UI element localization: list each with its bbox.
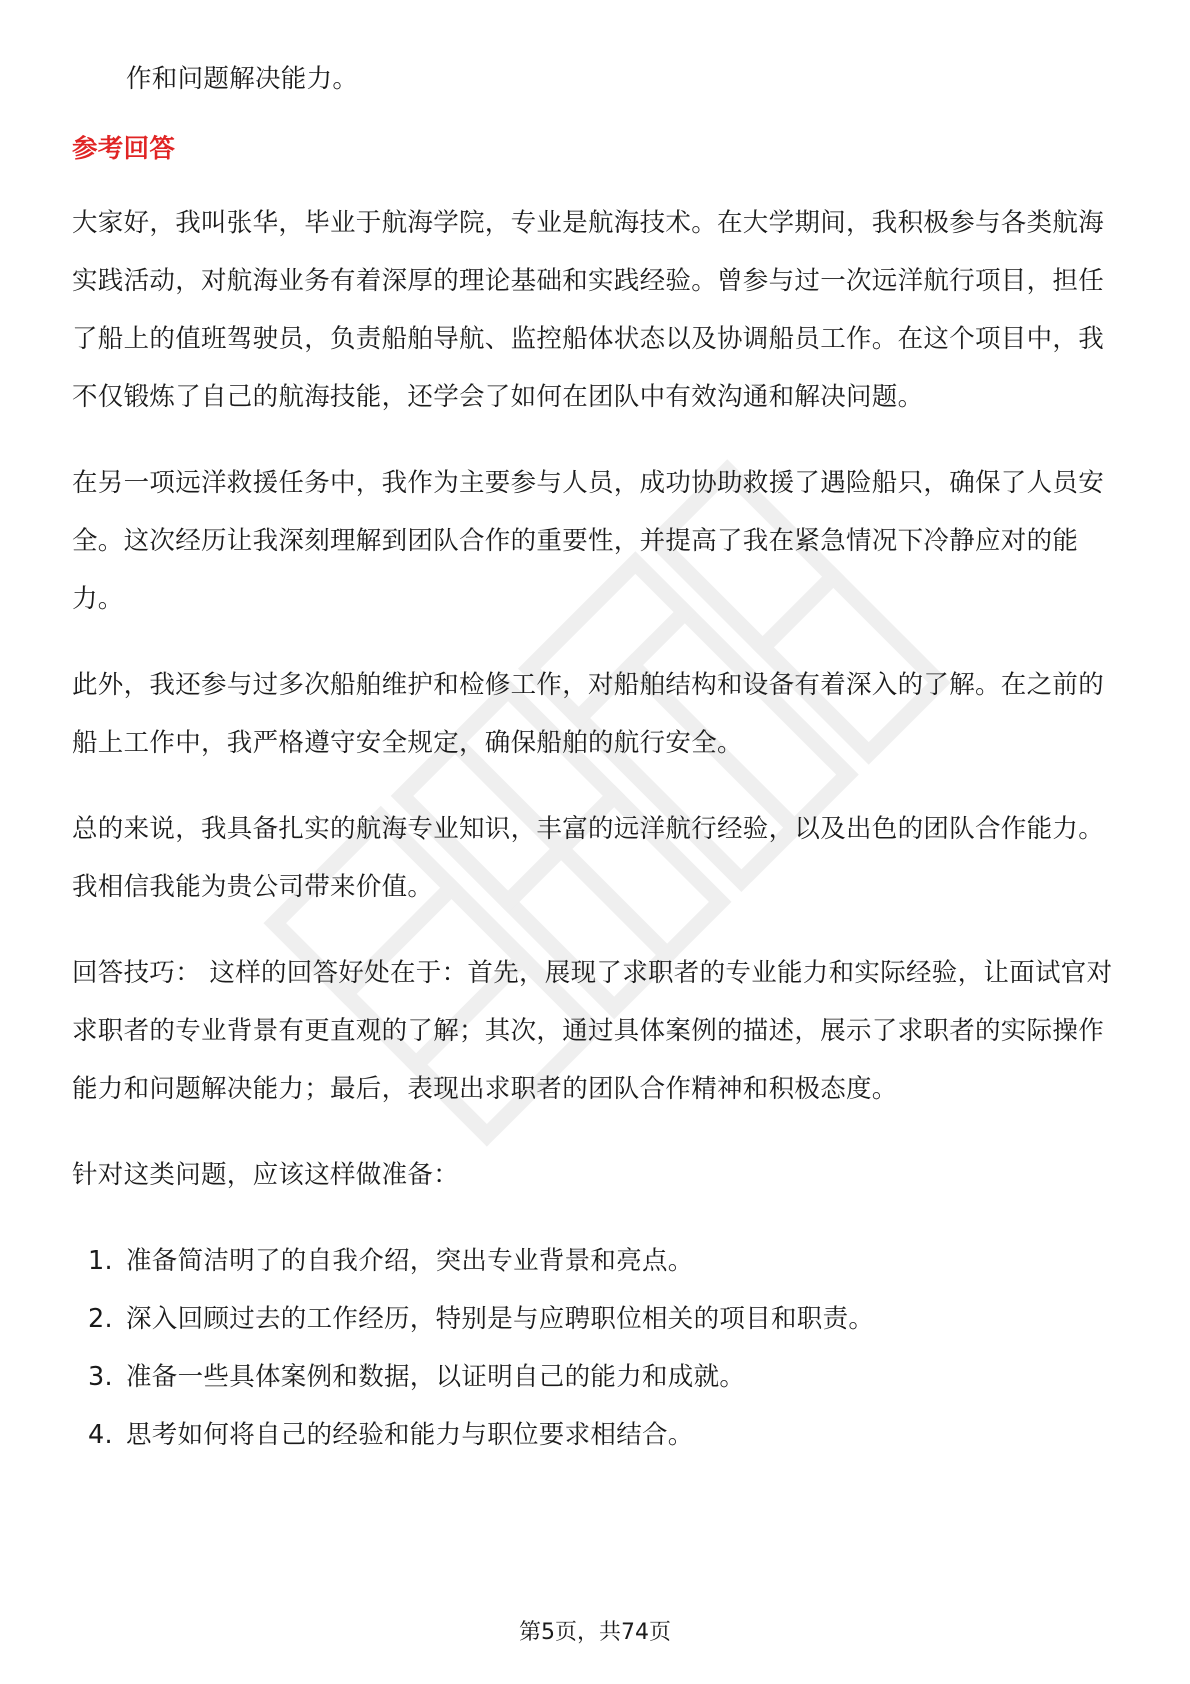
list-item-text: 深入回顾过去的工作经历，特别是与应聘职位相关的项目和职责。: [126, 1304, 875, 1334]
list-item-text: 思考如何将自己的经验和能力与职位要求相结合。: [126, 1420, 694, 1450]
list-item-number: 3.: [88, 1362, 113, 1392]
answer-heading: 参考回答: [72, 134, 176, 164]
page-footer: 第5页，共74页: [519, 1620, 671, 1645]
paragraph-maintenance: 此外，我还参与过多次船舶维护和检修工作，对船舶结构和设备有着深入的了解。在之前的船上工作中，我严格遵守安全规定，确保船舶的航行安全。: [72, 670, 1105, 758]
paragraph-preparation-intro: 针对这类问题，应该这样做准备：: [72, 1160, 460, 1190]
continuation-line: 作和问题解决能力。: [126, 64, 359, 94]
list-item-number: 1.: [88, 1246, 113, 1276]
document-body: [72, 50, 1122, 1464]
paragraph-rescue: 在另一项远洋救援任务中，我作为主要参与人员，成功协助救援了遇险船只，确保了人员安全。这次经历让我深刻理解到团队合作的重要性，并提高了我在紧急情况下冷静应对的能力。: [72, 468, 1105, 614]
list-item-text: 准备简洁明了的自我介绍，突出专业背景和亮点。: [126, 1246, 694, 1276]
list-item: [72, 1290, 1122, 1348]
paragraph-answer-tips: 回答技巧： 这样的回答好处在于：首先，展现了求职者的专业能力和实际经验，让面试官对求职者的专业背景有更直观的了解；其次，通过具体案例的描述，展示了求职者的实际操作能力和问题解决能力；最后，表现出求职者的团队合作精神和积极态度。: [72, 958, 1113, 1104]
list-item: [72, 1232, 1122, 1290]
paragraph-intro: 大家好，我叫张华，毕业于航海学院，专业是航海技术。在大学期间，我积极参与各类航海实践活动，对航海业务有着深厚的理论基础和实践经验。曾参与过一次远洋航行项目，担任了船上的值班驾驶员，负责船舶导航、监控船体状态以及协调船员工作。在这个项目中，我不仅锻炼了自己的航海技能，还学会了如何在团队中有效沟通和解决问题。: [72, 208, 1105, 412]
list-item: [72, 1348, 1122, 1406]
list-item-text: 准备一些具体案例和数据，以证明自己的能力和成就。: [126, 1362, 746, 1392]
list-item-number: 4.: [88, 1420, 113, 1450]
preparation-list: [72, 1232, 1122, 1464]
list-item-number: 2.: [88, 1304, 113, 1334]
paragraph-summary: 总的来说，我具备扎实的航海专业知识，丰富的远洋航行经验，以及出色的团队合作能力。我相信我能为贵公司带来价值。: [72, 814, 1105, 902]
list-item: [72, 1406, 1122, 1464]
